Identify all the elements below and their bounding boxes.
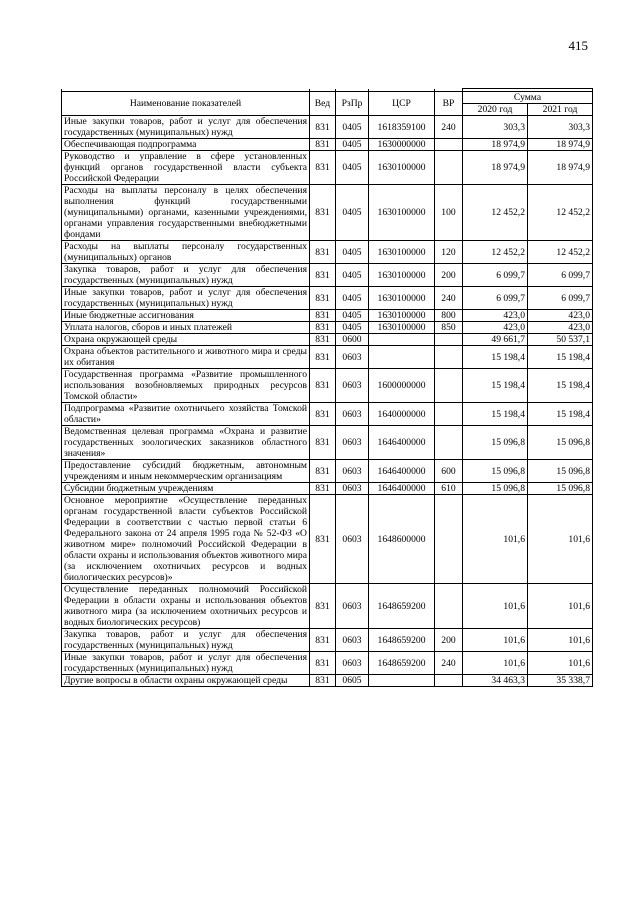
row-vr (435, 369, 463, 403)
row-sum-2020: 101,6 (463, 495, 528, 584)
row-sum-2020: 15 096,8 (463, 426, 528, 460)
row-sum-2020: 101,6 (463, 629, 528, 652)
row-rzpr: 0600 (336, 334, 369, 346)
row-name: Расходы на выплаты персоналу в целях обеспечения выполнения функций государственными (муниципальными) органами, казенными учреждениями, органами управления государственными внебюджетными фондами (62, 185, 310, 241)
row-name: Государственная программа «Развитие промышленного использования возобновляемых природных ресурсов Томской области» (62, 369, 310, 403)
header-2021: 2021 год (528, 104, 593, 116)
row-sum-2020: 15 096,8 (463, 460, 528, 483)
table-row (62, 116, 593, 139)
table-row (62, 403, 593, 426)
row-sum-2020: 15 198,4 (463, 346, 528, 369)
table-row (62, 346, 593, 369)
row-vr: 200 (435, 264, 463, 287)
row-csr (369, 346, 435, 369)
row-ved: 831 (310, 403, 336, 426)
row-name: Осуществление переданных полномочий Российской Федерации в области охраны и использования объектов животного мира (за исключением охотничьих ресурсов и водных биологических ресурсов) (62, 584, 310, 629)
row-vr: 240 (435, 652, 463, 675)
row-vr: 200 (435, 629, 463, 652)
row-csr (369, 334, 435, 346)
row-csr: 1648600000 (369, 495, 435, 584)
row-sum-2021: 423,0 (528, 310, 593, 322)
table-row (62, 584, 593, 629)
row-vr: 240 (435, 287, 463, 310)
row-name: Иные закупки товаров, работ и услуг для обеспечения государственных (муниципальных) нужд (62, 652, 310, 675)
row-vr: 610 (435, 483, 463, 495)
header-2020: 2020 год (463, 104, 528, 116)
row-sum-2021: 15 096,8 (528, 483, 593, 495)
row-rzpr: 0603 (336, 652, 369, 675)
table-row (62, 652, 593, 675)
row-vr: 600 (435, 460, 463, 483)
header-csr: ЦСР (369, 92, 435, 116)
row-rzpr: 0405 (336, 185, 369, 241)
table-row (62, 264, 593, 287)
row-name: Охрана объектов растительного и животного мира и среды их обитания (62, 346, 310, 369)
row-vr (435, 139, 463, 151)
row-vr (435, 346, 463, 369)
row-sum-2020: 303,3 (463, 116, 528, 139)
row-rzpr: 0605 (336, 675, 369, 687)
row-rzpr: 0603 (336, 460, 369, 483)
row-ved: 831 (310, 495, 336, 584)
row-name: Иные закупки товаров, работ и услуг для обеспечения государственных (муниципальных) нужд (62, 116, 310, 139)
row-ved: 831 (310, 334, 336, 346)
row-sum-2021: 101,6 (528, 629, 593, 652)
row-name: Охрана окружающей среды (62, 334, 310, 346)
row-rzpr: 0405 (336, 151, 369, 185)
table-row (62, 310, 593, 322)
table-row (62, 460, 593, 483)
row-vr (435, 426, 463, 460)
table-body (62, 116, 593, 687)
row-name: Уплата налогов, сборов и иных платежей (62, 322, 310, 334)
row-name: Руководство и управление в сфере установленных функций органов государственной власти субъекта Российской Федерации (62, 151, 310, 185)
row-vr (435, 675, 463, 687)
row-sum-2021: 15 198,4 (528, 403, 593, 426)
row-vr (435, 403, 463, 426)
table-row (62, 426, 593, 460)
row-ved: 831 (310, 322, 336, 334)
row-ved: 831 (310, 629, 336, 652)
row-sum-2021: 18 974,9 (528, 151, 593, 185)
table-header (62, 89, 593, 116)
table-row (62, 322, 593, 334)
row-sum-2021: 101,6 (528, 584, 593, 629)
row-vr: 120 (435, 241, 463, 264)
row-name: Обеспечивающая подпрограмма (62, 139, 310, 151)
row-name: Расходы на выплаты персоналу государственных (муниципальных) органов (62, 241, 310, 264)
row-sum-2020: 101,6 (463, 584, 528, 629)
row-name: Субсидии бюджетным учреждениям (62, 483, 310, 495)
row-csr: 1630100000 (369, 310, 435, 322)
row-csr: 1648659200 (369, 652, 435, 675)
row-csr: 1630100000 (369, 264, 435, 287)
table-row (62, 334, 593, 346)
row-rzpr: 0603 (336, 483, 369, 495)
row-csr: 1646400000 (369, 460, 435, 483)
row-sum-2021: 12 452,2 (528, 185, 593, 241)
row-sum-2021: 15 198,4 (528, 369, 593, 403)
row-name: Ведомственная целевая программа «Охрана и развитие государственных зоологических заказников областного значения» (62, 426, 310, 460)
row-csr: 1630000000 (369, 139, 435, 151)
row-rzpr: 0603 (336, 495, 369, 584)
row-ved: 831 (310, 584, 336, 629)
row-rzpr: 0405 (336, 310, 369, 322)
row-sum-2020: 101,6 (463, 652, 528, 675)
table-row (62, 151, 593, 185)
row-rzpr: 0603 (336, 426, 369, 460)
row-vr: 850 (435, 322, 463, 334)
row-sum-2021: 423,0 (528, 322, 593, 334)
row-sum-2021: 6 099,7 (528, 287, 593, 310)
budget-table (61, 88, 593, 687)
row-rzpr: 0405 (336, 322, 369, 334)
row-ved: 831 (310, 310, 336, 322)
row-csr: 1648659200 (369, 629, 435, 652)
row-sum-2021: 12 452,2 (528, 241, 593, 264)
row-csr: 1640000000 (369, 403, 435, 426)
header-summa: Сумма (463, 92, 593, 104)
table-row (62, 241, 593, 264)
row-sum-2021: 35 338,7 (528, 675, 593, 687)
row-ved: 831 (310, 185, 336, 241)
row-ved: 831 (310, 264, 336, 287)
row-name: Иные бюджетные ассигнования (62, 310, 310, 322)
row-csr: 1630100000 (369, 151, 435, 185)
row-vr: 800 (435, 310, 463, 322)
row-sum-2021: 15 096,8 (528, 460, 593, 483)
table-row (62, 495, 593, 584)
row-ved: 831 (310, 675, 336, 687)
table-row (62, 629, 593, 652)
row-sum-2020: 6 099,7 (463, 287, 528, 310)
row-vr (435, 584, 463, 629)
row-ved: 831 (310, 139, 336, 151)
row-rzpr: 0405 (336, 241, 369, 264)
row-vr (435, 151, 463, 185)
row-sum-2020: 15 198,4 (463, 403, 528, 426)
row-rzpr: 0603 (336, 584, 369, 629)
row-sum-2021: 6 099,7 (528, 264, 593, 287)
row-ved: 831 (310, 460, 336, 483)
row-vr: 240 (435, 116, 463, 139)
row-sum-2020: 18 974,9 (463, 139, 528, 151)
row-rzpr: 0603 (336, 369, 369, 403)
row-name: Предоставление субсидий бюджетным, автономным учреждениям и иным некоммерческим организациям (62, 460, 310, 483)
row-ved: 831 (310, 426, 336, 460)
row-csr: 1630100000 (369, 322, 435, 334)
row-ved: 831 (310, 652, 336, 675)
table-row (62, 287, 593, 310)
row-name: Иные закупки товаров, работ и услуг для обеспечения государственных (муниципальных) нужд (62, 287, 310, 310)
row-sum-2020: 12 452,2 (463, 241, 528, 264)
row-name: Основное мероприятие «Осуществление переданных органам государственной власти субъектов Российской Федерации в соответствии с частью первой статьи 6 Федерального закона от 24 апреля 1995 года № 52-ФЗ «О животном мире» полномочий Российской Федерации в области охраны и использования объектов животного мира (за исключением охотничьих ресурсов и водных биологических ресурсов)» (62, 495, 310, 584)
row-ved: 831 (310, 116, 336, 139)
row-sum-2020: 423,0 (463, 310, 528, 322)
row-name: Закупка товаров, работ и услуг для обеспечения государственных (муниципальных) нужд (62, 264, 310, 287)
row-csr: 1630100000 (369, 287, 435, 310)
row-ved: 831 (310, 151, 336, 185)
row-rzpr: 0405 (336, 287, 369, 310)
row-ved: 831 (310, 241, 336, 264)
row-name: Закупка товаров, работ и услуг для обеспечения государственных (муниципальных) нужд (62, 629, 310, 652)
header-rzpr: РзПр (336, 92, 369, 116)
row-sum-2020: 18 974,9 (463, 151, 528, 185)
row-sum-2021: 18 974,9 (528, 139, 593, 151)
page-number: 415 (568, 38, 588, 53)
row-csr: 1646400000 (369, 483, 435, 495)
row-csr: 1630100000 (369, 185, 435, 241)
table-row (62, 483, 593, 495)
row-sum-2021: 15 096,8 (528, 426, 593, 460)
table-row (62, 369, 593, 403)
table-row (62, 185, 593, 241)
row-rzpr: 0405 (336, 116, 369, 139)
row-rzpr: 0405 (336, 264, 369, 287)
row-csr: 1600000000 (369, 369, 435, 403)
row-sum-2020: 15 096,8 (463, 483, 528, 495)
row-csr (369, 675, 435, 687)
row-vr: 100 (435, 185, 463, 241)
table-row (62, 675, 593, 687)
row-rzpr: 0603 (336, 629, 369, 652)
row-csr: 1630100000 (369, 241, 435, 264)
header-vr: ВР (435, 92, 463, 116)
row-sum-2020: 423,0 (463, 322, 528, 334)
row-sum-2021: 303,3 (528, 116, 593, 139)
row-rzpr: 0405 (336, 139, 369, 151)
row-sum-2020: 6 099,7 (463, 264, 528, 287)
row-vr (435, 334, 463, 346)
row-sum-2021: 101,6 (528, 495, 593, 584)
row-csr: 1648659200 (369, 584, 435, 629)
row-sum-2021: 15 198,4 (528, 346, 593, 369)
row-csr: 1646400000 (369, 426, 435, 460)
row-ved: 831 (310, 287, 336, 310)
row-rzpr: 0603 (336, 403, 369, 426)
row-ved: 831 (310, 483, 336, 495)
row-rzpr: 0603 (336, 346, 369, 369)
row-sum-2020: 49 661,7 (463, 334, 528, 346)
row-sum-2021: 101,6 (528, 652, 593, 675)
row-sum-2021: 50 537,1 (528, 334, 593, 346)
row-name: Другие вопросы в области охраны окружающей среды (62, 675, 310, 687)
row-name: Подпрограмма «Развитие охотничьего хозяйства Томской области» (62, 403, 310, 426)
row-csr: 1618359100 (369, 116, 435, 139)
row-ved: 831 (310, 369, 336, 403)
row-vr (435, 495, 463, 584)
table-row (62, 139, 593, 151)
row-ved: 831 (310, 346, 336, 369)
header-name: Наименование показателей (62, 92, 310, 116)
row-sum-2020: 15 198,4 (463, 369, 528, 403)
row-sum-2020: 34 463,3 (463, 675, 528, 687)
header-ved: Вед (310, 92, 336, 116)
row-sum-2020: 12 452,2 (463, 185, 528, 241)
